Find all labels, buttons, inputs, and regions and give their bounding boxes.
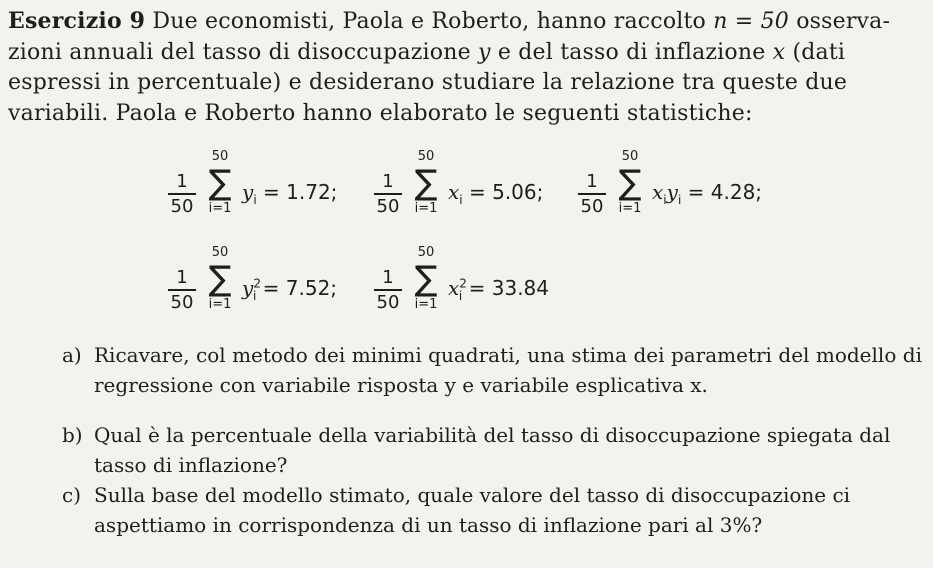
stat-sum-y — [168, 150, 388, 236]
intro-text-3: e del tasso di inflazione — [490, 39, 773, 65]
summation: 50 ∑ i=1 — [414, 245, 438, 312]
question-a — [62, 340, 922, 400]
question-text: Qual è la percentuale della variabilità del tasso di disoccupazione spiegata dal tasso di inflazione? — [94, 423, 891, 477]
stat-expression: $y_i = 1.72$; — [242, 180, 338, 207]
summation: 50 ∑ i=1 — [208, 149, 232, 216]
summation: 50 ∑ i=1 — [618, 149, 642, 216]
intro-text-2: osserva-zioni annuali del tasso di disoccupazione — [8, 9, 891, 65]
question-text: Sulla base del modello stimato, quale valore del tasso di disoccupazione ci aspettiamo in corrispondenza di un tasso di inflazione pari al 3%? — [94, 483, 851, 537]
question-label: b) — [62, 423, 83, 447]
fraction: 1 50 — [168, 268, 196, 313]
stat-sum-x-squared — [374, 246, 594, 332]
intro-text-4: (dati espressi in percentuale) e desiderano studiare la relazione tra queste due variabili. Paola e Roberto hanno elaborato le seguenti statistiche: — [8, 39, 848, 126]
exercise-title: Esercizio 9 — [8, 8, 146, 34]
fraction: 1 50 — [578, 172, 606, 217]
exercise-intro — [8, 6, 926, 129]
summation: 50 ∑ i=1 — [414, 149, 438, 216]
fraction: 1 50 — [168, 172, 196, 217]
stat-expression: $x^2_i = 33.84$ — [448, 276, 549, 303]
question-label: a) — [62, 343, 82, 367]
fraction: 1 50 — [374, 172, 402, 217]
stat-sum-x — [374, 150, 584, 236]
stat-sum-y-squared — [168, 246, 388, 332]
stats-row-2 — [168, 246, 618, 332]
stats-row-1 — [168, 150, 818, 236]
question-c — [62, 480, 922, 540]
intro-text-1: Due economisti, Paola e Roberto, hanno raccolto — [152, 9, 714, 34]
question-b — [62, 420, 922, 480]
stat-expression: $x_iy_i = 4.28$; — [652, 180, 763, 207]
summation: 50 ∑ i=1 — [208, 245, 232, 312]
variable-y: y — [478, 39, 491, 65]
question-text: Ricavare, col metodo dei minimi quadrati, una stima dei parametri del modello di regressione con variabile risposta y e variabile esplicativa x. — [94, 343, 922, 397]
stat-expression: $y^2_i = 7.52$; — [242, 276, 338, 303]
fraction: 1 50 — [374, 268, 402, 313]
stat-expression: $x_i = 5.06$; — [448, 180, 544, 207]
n-expression: n = 50 — [713, 9, 789, 34]
variable-x: x — [772, 39, 786, 65]
stat-sum-xy — [578, 150, 808, 236]
question-label: c) — [62, 483, 82, 507]
